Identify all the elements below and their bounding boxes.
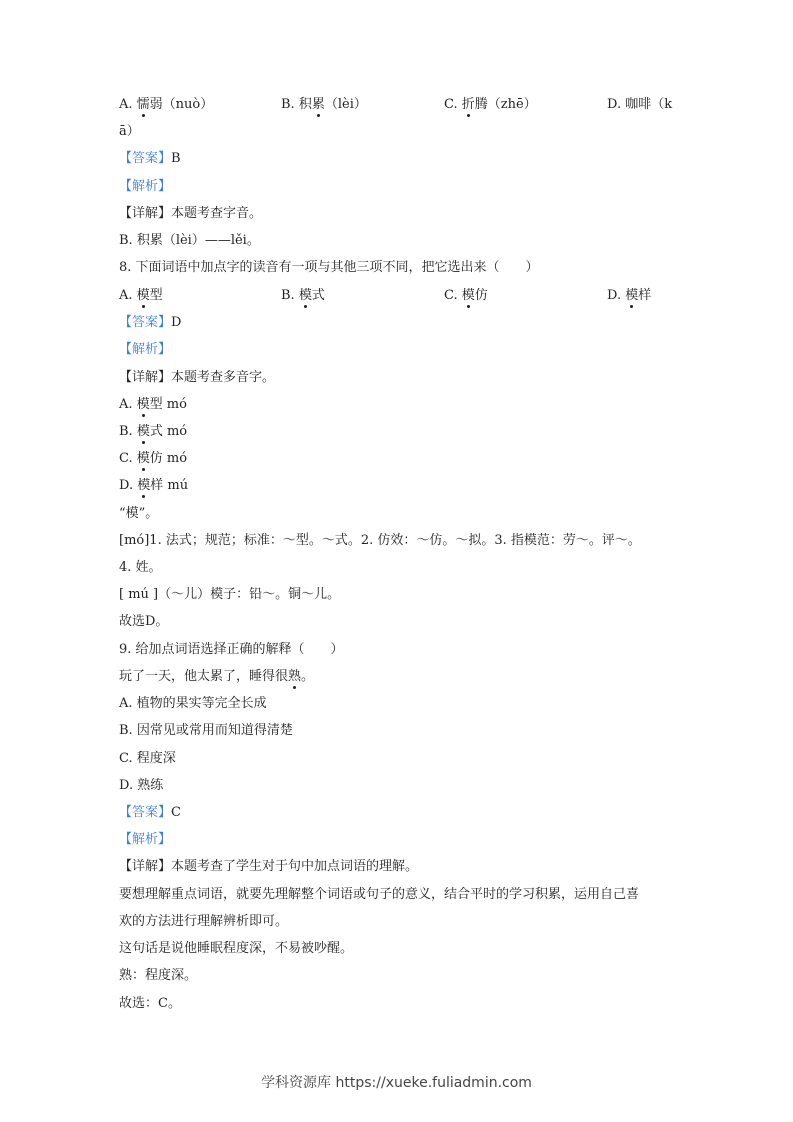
q9-analysis: 【解析】 — [119, 832, 172, 847]
q7-option-c: C. 折腾（zhē） — [444, 97, 537, 112]
q7-option-b: B. 积累（lèi） — [281, 97, 367, 112]
q9-option-a: A. 植物的果实等完全长成 — [119, 696, 267, 711]
q9-paragraph-2: 欢的方法进行理解辨析即可。 — [119, 914, 289, 929]
q8-option-b: B. 模式 — [281, 288, 325, 303]
q8-option-d: D. 模样 — [607, 288, 652, 303]
q7-detail: 【详解】本题考查字音。 — [119, 206, 263, 221]
q9-option-c: C. 程度深 — [119, 751, 176, 766]
footer-watermark: 学科资源库 https://xueke.fuliadmin.com — [261, 1075, 532, 1091]
q7-explanation: B. 积累（lèi）——lěi。 — [119, 233, 260, 248]
q8-line-d: D. 模样 mú — [119, 478, 189, 493]
q8-line-a: A. 模型 mó — [119, 397, 187, 412]
q9-paragraph-1: 要想理解重点词语，就要先理解整个词语或句子的意义，结合平时的学习积累，运用自己喜 — [119, 887, 640, 902]
q8-quote: “模”。 — [119, 506, 159, 521]
q9-paragraph-3: 这句话是说他睡眠程度深，不易被吵醒。 — [119, 941, 354, 956]
q8-definition-2: [ mú ]（～儿）模子：铅～。铜～儿。 — [119, 587, 341, 602]
q8-choice: 故选D。 — [119, 614, 169, 629]
q9-choice: 故选：C。 — [119, 996, 181, 1011]
q7-option-d-wrap: ā） — [119, 124, 140, 139]
q8-definition-1: [mó]1. 法式；规范；标准：～型。～式。2. 仿效：～仿。～拟。3. 指模范：劳～。评～。 — [119, 533, 641, 548]
q9-question: 9. 给加点词语选择正确的解释（ ） — [119, 642, 344, 657]
q9-paragraph-4: 熟：程度深。 — [119, 968, 198, 983]
q8-definition-1b: 4. 姓。 — [119, 560, 162, 575]
q8-option-a: A. 模型 — [119, 288, 163, 303]
q7-analysis: 【解析】 — [119, 179, 172, 194]
q8-option-c: C. 模仿 — [444, 288, 488, 303]
q8-question: 8. 下面词语中加点字的读音有一项与其他三项不同，把它选出来（ ） — [119, 260, 539, 275]
q9-detail: 【详解】本题考查了学生对于句中加点词语的理解。 — [119, 859, 419, 874]
q8-detail: 【详解】本题考查多音字。 — [119, 370, 276, 385]
q9-option-b: B. 因常见或常用而知道得清楚 — [119, 723, 293, 738]
q8-line-b: B. 模式 mó — [119, 424, 188, 439]
q8-line-c: C. 模仿 mó — [119, 451, 188, 466]
q7-option-a: A. 懦弱（nuò） — [119, 97, 214, 112]
q7-answer: 【答案】B — [119, 151, 181, 166]
q7-option-d: D. 咖啡（k — [607, 97, 673, 112]
q9-answer: 【答案】C — [119, 805, 181, 820]
q9-option-d: D. 熟练 — [119, 778, 164, 793]
q9-sentence: 玩了一天，他太累了，睡得很熟。 — [119, 669, 315, 684]
q8-answer: 【答案】D — [119, 315, 182, 330]
q8-analysis: 【解析】 — [119, 342, 172, 357]
